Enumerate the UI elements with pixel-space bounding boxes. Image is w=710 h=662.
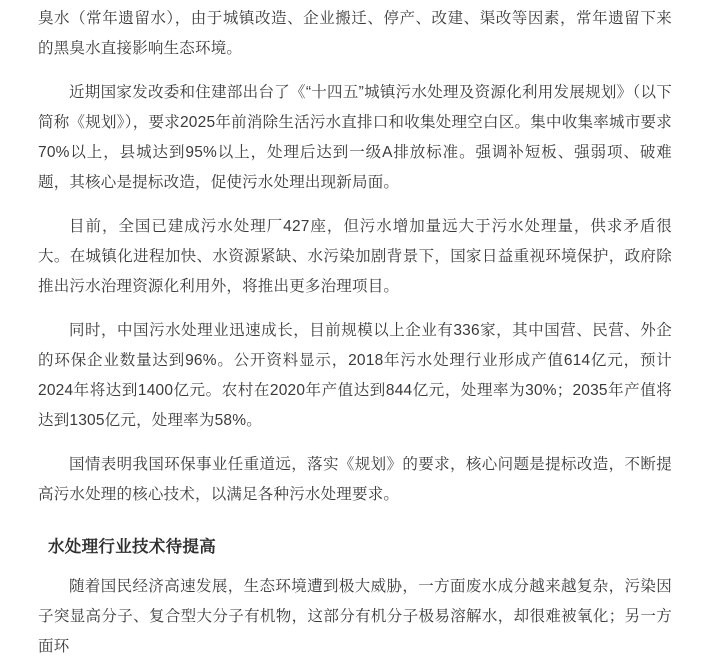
paragraph-intro-continued: 臭水（常年遗留水），由于城镇改造、企业搬迁、停产、改建、渠改等因素，常年遗留下来的黑臭水直接影响生态环境。 — [38, 10, 672, 57]
paragraph-current-status: 目前，全国已建成污水处理厂427座，但污水增加量远大于污水处理量，供求矛盾很大。在城镇化进程加快、水资源紧缺、水污染加剧背景下，国家日益重视环境保护，政府除推出污水治理资源化利用外，将推出更多治理项目。 — [38, 218, 672, 295]
section-heading: 水处理行业技术待提高 — [48, 538, 216, 556]
section-heading-wrapper — [38, 532, 672, 562]
paragraph-industry-growth: 同时，中国污水处理业迅速成长，目前规模以上企业有336家，其中国营、民营、外企的环保企业数量达到96%。公开资料显示，2018年污水处理行业形成产值614亿元，预计2024年将达到1400亿元。农村在2020年产值达到844亿元，处理率为30%；2035年产值将达到1305亿元，处理率为58%。 — [38, 322, 672, 429]
paragraph-technology-need: 随着国民经济高速发展，生态环境遭到极大威胁，一方面废水成分越来越复杂，污染因子突显高分子、复合型大分子有机物，这部分有机分子极易溶解水，却很难被氧化；另一方面环 — [38, 578, 672, 655]
paragraph-policy-plan: 近期国家发改委和住建部出台了《“十四五”城镇污水处理及资源化利用发展规划》（以下简称《规划》），要求2025年前消除生活污水直排口和收集处理空白区。集中收集率城市要求70%以上，县城达到95%以上，处理后达到一级A排放标准。强调补短板、强弱项、破难题，其核心是提标改造，促使污水处理出现新局面。 — [38, 84, 672, 191]
paragraph-conclusion: 国情表明我国环保事业任重道远，落实《规划》的要求，核心问题是提标改造，不断提高污水处理的核心技术，以满足各种污水处理要求。 — [38, 456, 672, 503]
